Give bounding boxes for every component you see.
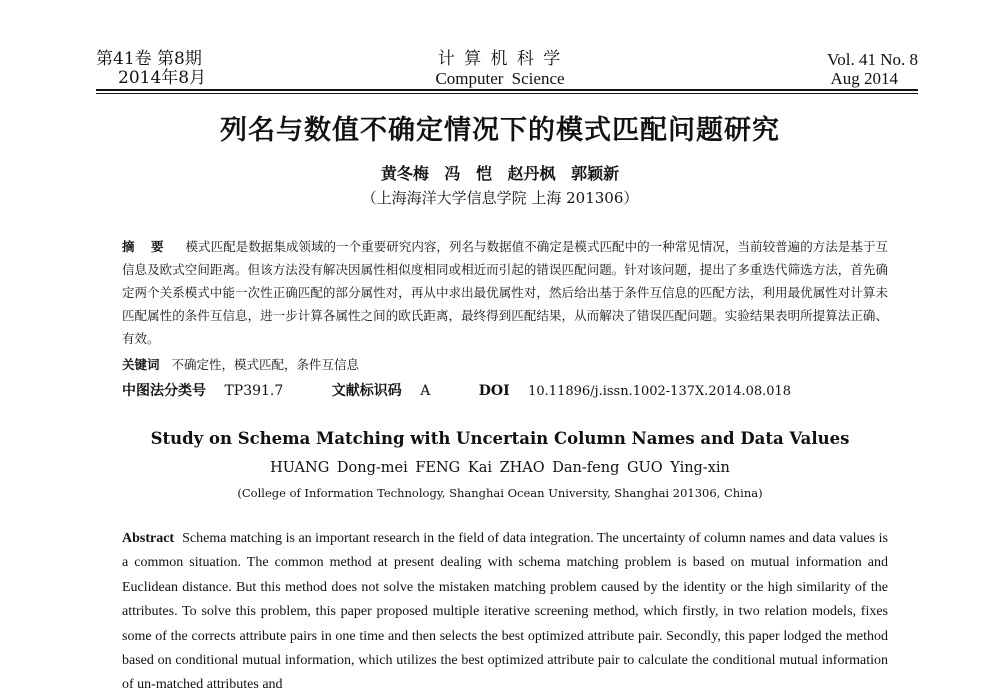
date-en: Aug 2014: [830, 69, 898, 88]
authors-cn: 黄冬梅 冯 恺 赵丹枫 郭颖新: [380, 164, 620, 183]
classification-line: [122, 380, 791, 400]
paper-title-cn: 列名与数值不确定情况下的模式匹配问题研究: [220, 115, 780, 146]
abstract-en-text: Schema matching is an important research in the field of data integration. The uncertainty of column names and data values is a common situation. The common method at present dealing with schema matching problem is based on mutual information and Euclidean distance. But this method does not solve the mistaken matching problem caused by the identity or the high similarity of the attributes. To solve this problem, this paper proposed multiple iterative screening method, which firstly, in two relation models, fixes some of the corrects attribute pairs in one time and then selects the best optimized attribute pair. Secondly, this paper lodged the method based on conditional mutual information, which utilizes the best optimized attribute pair to calculate the conditional mutual information of un-matched attributes and: [122, 531, 888, 693]
abstract-cn-text: 模式匹配是数据集成领域的一个重要研究内容，列名与数据值不确定是模式匹配中的一种常见情况，当前较普遍的方法是基于互信息及欧式空间距离。但该方法没有解决因属性相似度相同或相近而引起的错误匹配问题。针对该问题，提出了多重迭代筛选方法，首先确定两个关系模式中能一次性正确匹配的部分属性对，再从中求出最优属性对，然后给出基于条件互信息的匹配方法，利用最优属性对计算未匹配属性的条件互信息，进一步计算各属性之间的欧氏距离，最终得到匹配结果，从而解决了错误匹配问题。实验结果表明所提算法正确、有效。: [122, 239, 888, 346]
abstract-en-label: Abstract: [122, 531, 175, 546]
keywords-cn: [122, 355, 359, 373]
header-rule-thick: [96, 89, 918, 91]
journal-name-en: Computer Science: [435, 69, 565, 88]
affiliation-en: (College of Information Technology, Shanghai Ocean University, Shanghai 201306, China): [237, 486, 763, 500]
affiliation-cn: （上海海洋大学信息学院 上海 201306）: [361, 189, 639, 207]
clc-value: TP391.7: [224, 383, 284, 399]
abstract-cn: [122, 235, 888, 350]
paper-title-en: Study on Schema Matching with Uncertain Column Names and Data Values: [150, 429, 850, 448]
journal-name-cn: 计 算 机 科 学: [437, 49, 563, 69]
doc-code-label: 文献标识码: [331, 383, 402, 399]
abstract-cn-label: 摘 要: [122, 239, 170, 254]
keywords-cn-text: 不确定性，模式匹配，条件互信息: [171, 357, 360, 372]
doi-label: DOI: [478, 383, 510, 399]
authors-en: HUANG Dong-mei FENG Kai ZHAO Dan-feng GUO Ying-xin: [270, 460, 730, 476]
doi-value: 10.11896/j.issn.1002-137X.2014.08.018: [528, 384, 792, 399]
doc-code-value: A: [420, 383, 431, 399]
volume-issue-cn: 第41卷 第8期: [96, 49, 202, 69]
date-cn: 2014年8月: [118, 68, 207, 88]
volume-issue-en: Vol. 41 No. 8: [827, 50, 918, 69]
abstract-en: [122, 527, 888, 698]
keywords-cn-label: 关键词: [122, 357, 160, 372]
header-rule-thin: [96, 93, 918, 94]
clc-label: 中图法分类号: [122, 383, 206, 399]
